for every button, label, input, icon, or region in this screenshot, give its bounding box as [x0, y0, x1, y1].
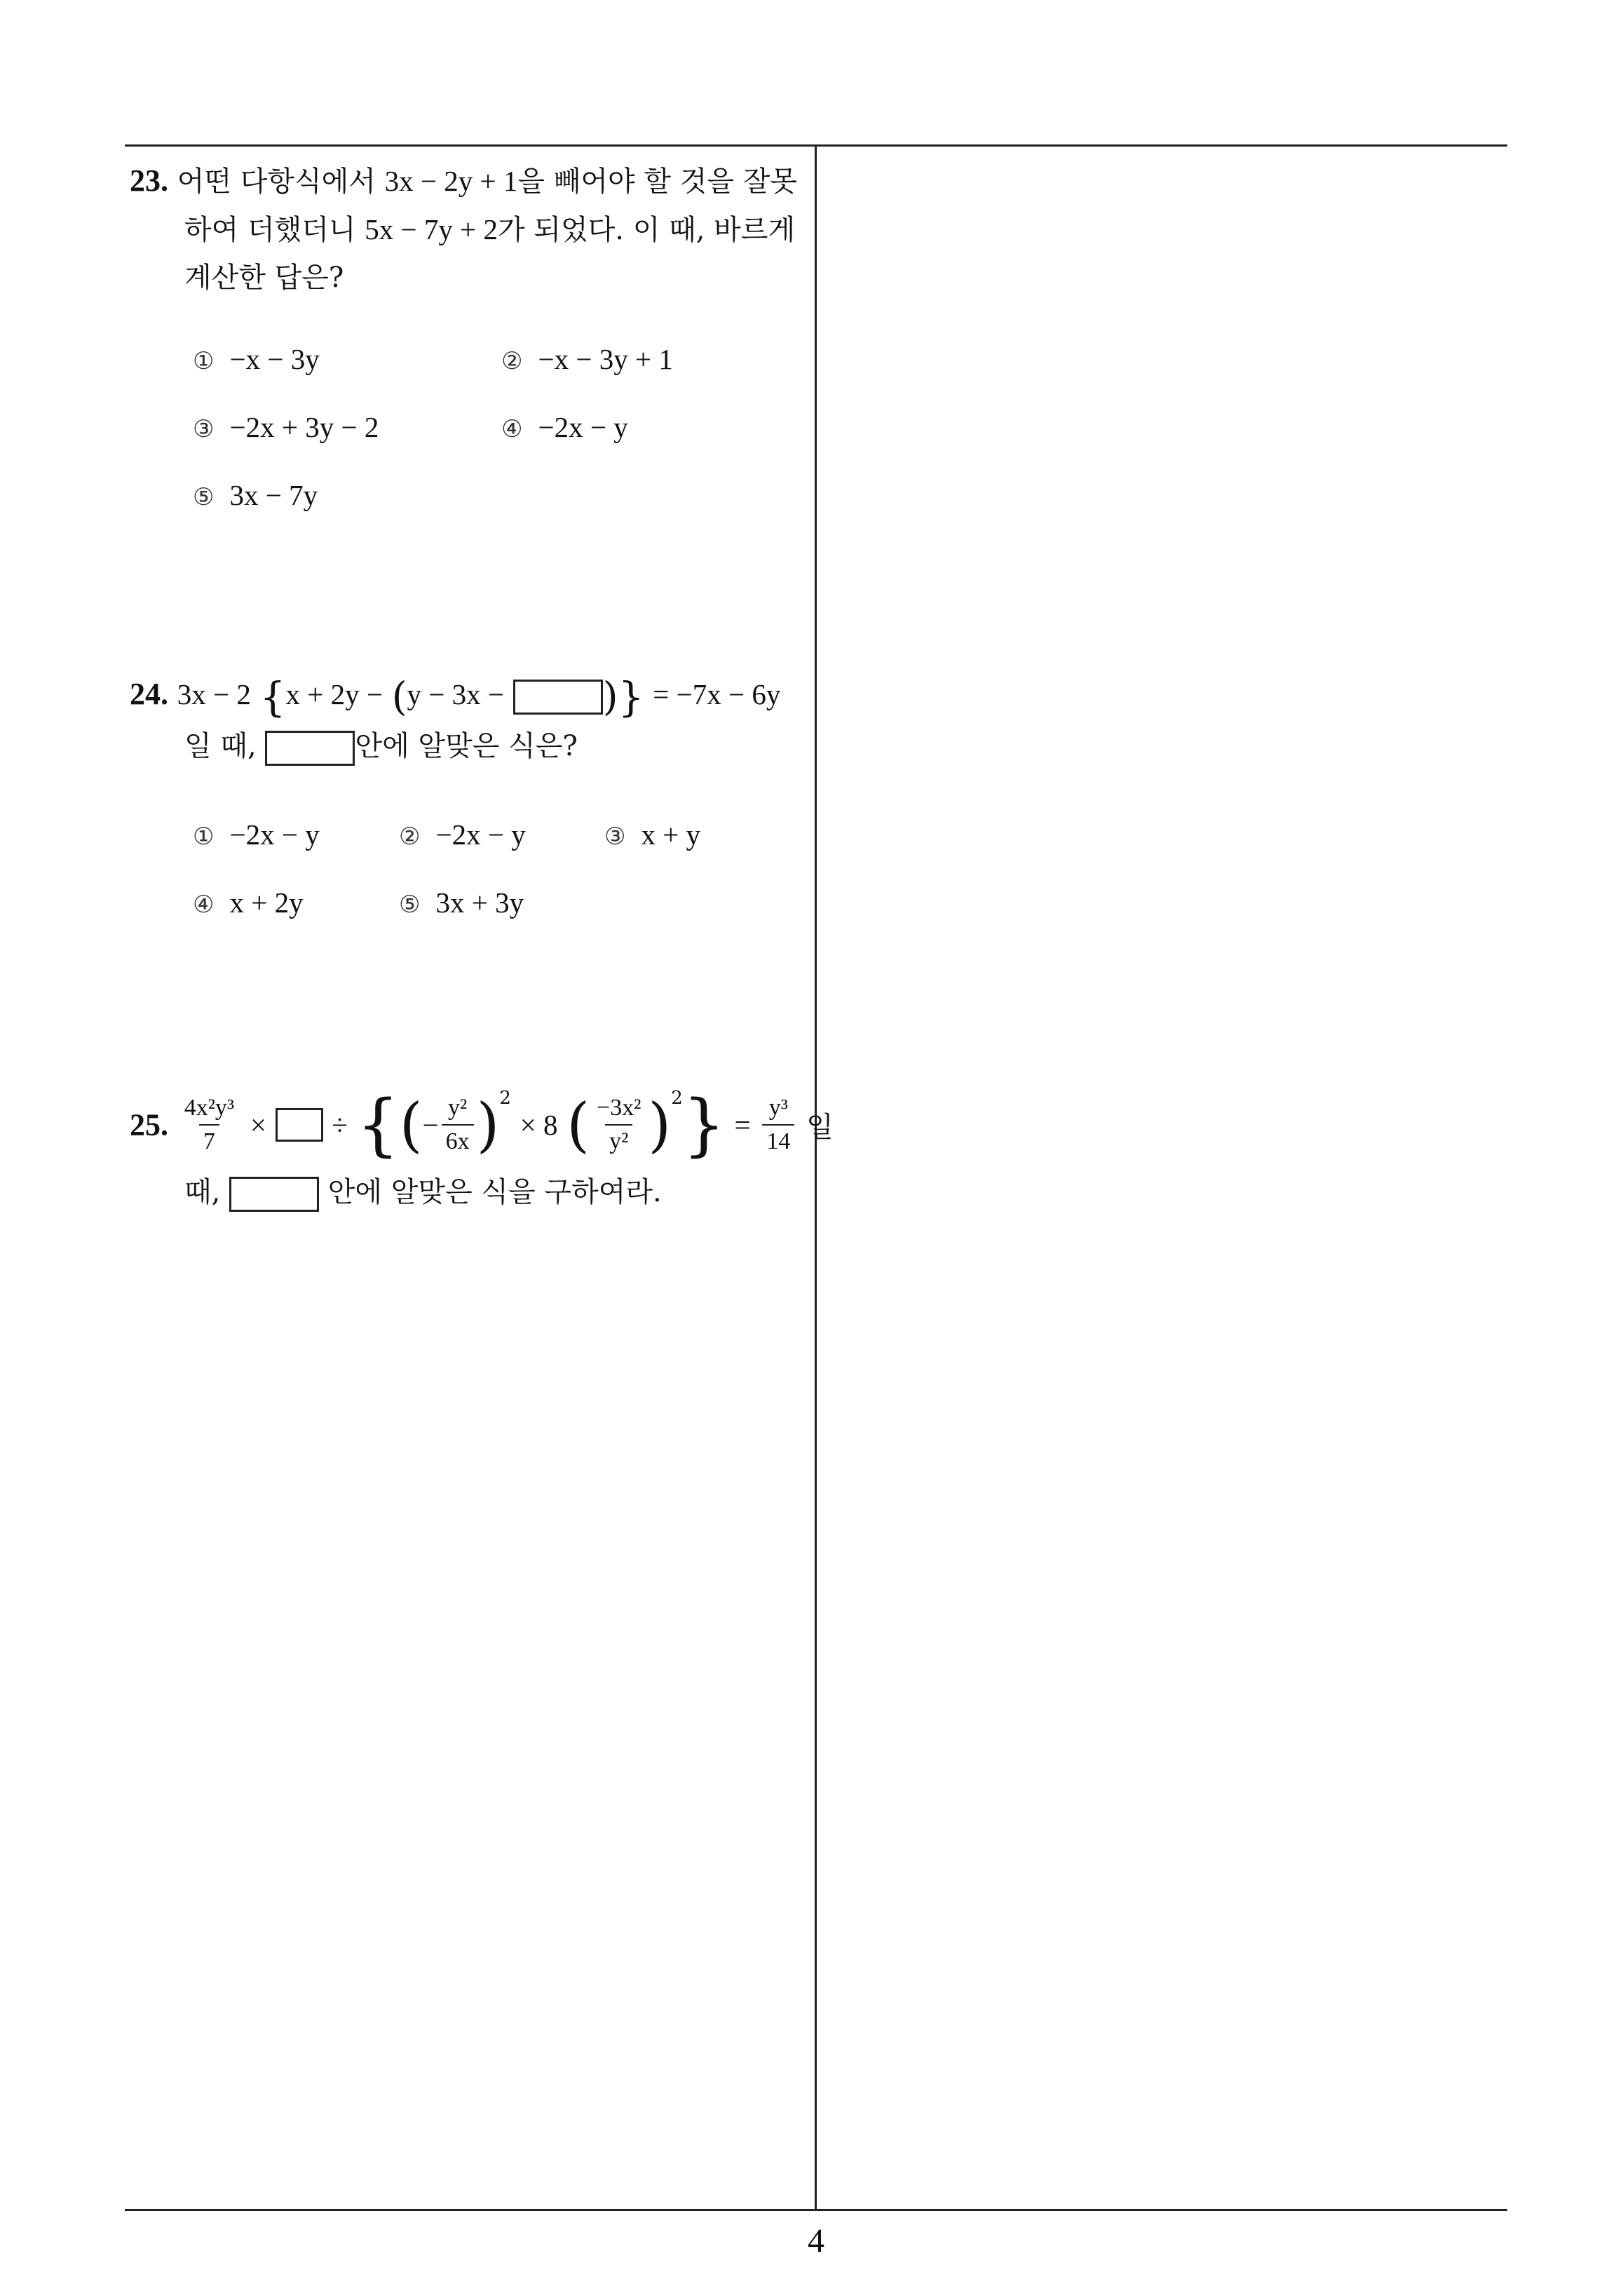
q25-brace-open: {: [356, 1086, 400, 1164]
question-23-line-1: [130, 157, 803, 205]
question-25-line-2: [184, 1170, 662, 1212]
q25-fraction-2: [442, 1093, 474, 1156]
q25-fraction-3: [592, 1093, 645, 1156]
question-23-line-2: [130, 205, 803, 254]
q25-times: ×: [250, 1109, 266, 1141]
q25-paren-close-2: ): [648, 1090, 672, 1159]
q25-minus: −: [422, 1109, 439, 1141]
q24-expr-inner1: x + 2y −: [285, 678, 383, 710]
q24-option-1[interactable]: [193, 818, 320, 853]
q24-paren-open: (: [391, 674, 407, 720]
q23-option-4[interactable]: [501, 410, 628, 446]
q24-blank-box: [265, 731, 355, 766]
option-value: x + y: [641, 818, 701, 851]
q24-option-3[interactable]: [604, 818, 700, 853]
question-23-expr-a: 3x − 2y + 1: [384, 165, 518, 197]
option-mark: ④: [193, 891, 215, 919]
q25-brace-close: }: [682, 1086, 726, 1164]
option-value: −2x − y: [538, 411, 628, 443]
q25-text-c: 안에 알맞은 식을 구하여라.: [327, 1176, 662, 1208]
q25-f1-num: 4x²y³: [184, 1095, 235, 1121]
q25-f1-den: 7: [199, 1124, 219, 1156]
q24-option-5[interactable]: [399, 886, 524, 921]
q24-option-2[interactable]: [399, 818, 526, 853]
question-23-line-3: [130, 254, 803, 302]
q25-paren-open-2: (: [566, 1090, 590, 1159]
q24-expr-right: = −7x − 6y: [653, 678, 781, 710]
question-23-text-b: 을 빼어야 할 것을 잘못: [517, 166, 798, 198]
option-mark: ②: [501, 347, 523, 375]
option-mark: ③: [604, 823, 626, 851]
question-25-number: 25.: [130, 1107, 168, 1142]
q25-div: ÷: [332, 1109, 348, 1141]
page-number: 4: [808, 2222, 824, 2260]
option-value: −2x − y: [435, 818, 526, 851]
q25-times8: × 8: [520, 1109, 558, 1141]
option-mark: ③: [193, 415, 215, 443]
option-mark: ①: [193, 347, 215, 375]
q23-option-2[interactable]: [501, 342, 673, 378]
q25-f3-num: −3x²: [597, 1095, 641, 1121]
q25-paren-close-1: ): [476, 1090, 500, 1159]
question-23-text-e: 계산한 답은?: [184, 262, 344, 294]
q23-option-1[interactable]: [193, 342, 320, 378]
q24-option-4[interactable]: [193, 886, 304, 921]
option-mark: ②: [399, 823, 421, 851]
q25-exp-1: 2: [499, 1087, 511, 1109]
q25-text-a: 일: [806, 1111, 834, 1144]
q24-text-b: 안에 알맞은 식은?: [355, 730, 578, 762]
question-25-equation: [130, 1086, 834, 1164]
option-value: 3x − 7y: [229, 479, 318, 511]
question-23-expr-b: 5x − 7y + 2: [365, 213, 498, 245]
question-23-number: 23.: [130, 163, 168, 198]
option-value: −2x − y: [229, 818, 320, 851]
q23-option-5[interactable]: [193, 478, 318, 514]
q25-f4-den: 14: [762, 1124, 794, 1156]
q24-expr-left: 3x − 2: [177, 678, 251, 710]
q24-text-a: 일 때,: [184, 730, 257, 762]
q24-answer-blank-box: [513, 680, 603, 715]
q25-f2-den: 6x: [442, 1124, 474, 1156]
question-24-equation: [130, 673, 780, 721]
option-value: −2x + 3y − 2: [229, 411, 379, 443]
column-divider: [815, 144, 817, 2209]
question-23-text-c: 하여 더했더니: [184, 214, 365, 246]
bottom-rule: [125, 2209, 1507, 2211]
option-mark: ⑤: [399, 891, 421, 919]
q25-text-b: 때,: [184, 1176, 221, 1208]
q25-equals: =: [734, 1109, 751, 1141]
q24-expr-inner2: y − 3x −: [407, 678, 505, 710]
q25-f2-num: y²: [448, 1095, 468, 1121]
q23-option-3[interactable]: [193, 410, 379, 446]
option-value: x + 2y: [229, 886, 304, 919]
q25-f3-den: y²: [605, 1124, 632, 1156]
question-23-text-a: 어떤 다항식에서: [177, 166, 385, 198]
q25-f4-num: y³: [768, 1095, 788, 1121]
question-23-text-d: 가 되었다. 이 때, 바르게: [498, 214, 796, 246]
option-mark: ④: [501, 415, 523, 443]
question-23: [130, 157, 803, 302]
question-24-line-2: [184, 724, 578, 766]
q25-answer-blank-box: [276, 1108, 323, 1142]
q25-fraction-4: [762, 1093, 794, 1156]
option-value: −x − 3y + 1: [538, 343, 673, 375]
q25-fraction-1: [180, 1093, 238, 1156]
q25-blank-box: [229, 1177, 319, 1212]
question-24-number: 24.: [130, 677, 168, 711]
option-value: 3x + 3y: [435, 886, 524, 919]
q25-exp-2: 2: [671, 1087, 683, 1109]
q24-brace-open: {: [259, 673, 286, 721]
option-mark: ①: [193, 823, 215, 851]
q24-paren-close: ): [602, 674, 618, 720]
q24-brace-close: }: [618, 673, 644, 721]
option-mark: ⑤: [193, 483, 215, 511]
option-value: −x − 3y: [229, 343, 320, 375]
q25-paren-open-1: (: [399, 1090, 423, 1159]
